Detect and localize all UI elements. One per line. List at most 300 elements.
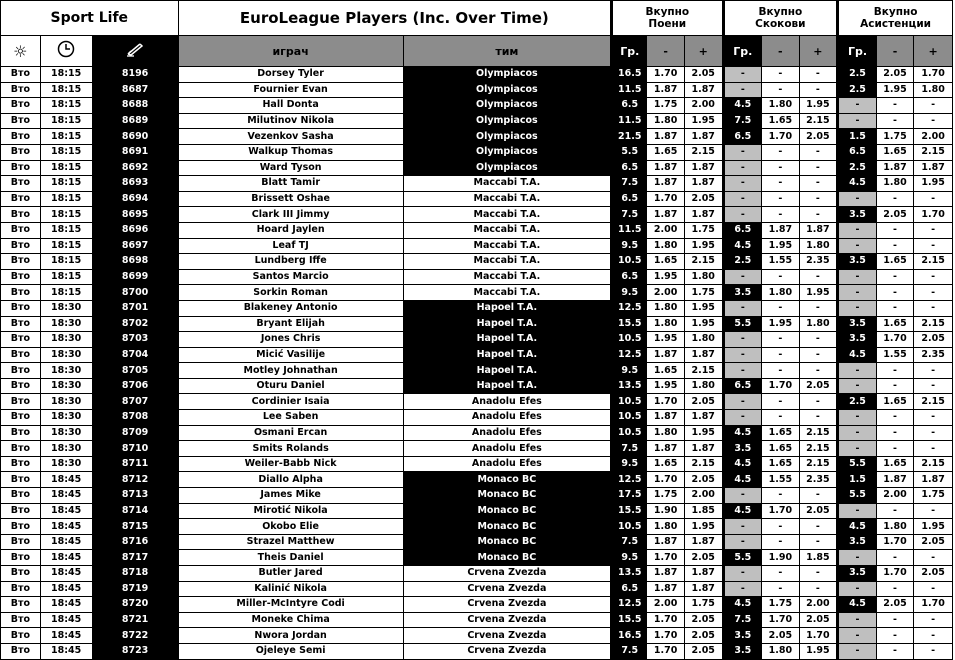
points-line-cell: 9.5: [612, 285, 647, 301]
points-under-cell: 1.87: [647, 347, 685, 363]
col-assists-line: Гр.: [838, 36, 877, 67]
rebounds-line-cell: 3.5: [723, 643, 762, 659]
rebounds-line-cell: -: [723, 269, 762, 285]
rebounds-under-cell: -: [762, 144, 800, 160]
rebounds-line-cell: -: [723, 160, 762, 176]
rebounds-under-cell: -: [762, 160, 800, 176]
points-over-cell: 2.05: [684, 628, 723, 644]
points-under-cell: 1.75: [647, 488, 685, 504]
time-cell: 18:45: [40, 488, 92, 504]
rebounds-under-cell: 1.55: [762, 254, 800, 270]
rebounds-under-cell: 1.70: [762, 503, 800, 519]
rebounds-under-cell: -: [762, 300, 800, 316]
points-over-cell: 1.75: [684, 222, 723, 238]
col-team-header: тим: [403, 36, 611, 67]
team-cell: Crvena Zvezda: [403, 612, 611, 628]
assists-over-cell: -: [914, 581, 953, 597]
points-line-cell: 12.5: [612, 347, 647, 363]
code-cell: 8688: [92, 98, 178, 114]
rebounds-over-cell: -: [799, 300, 838, 316]
points-under-cell: 1.70: [647, 67, 685, 83]
assists-over-cell: 1.87: [914, 160, 953, 176]
player-cell: Mirotić Nikola: [178, 503, 403, 519]
assists-over-cell: -: [914, 363, 953, 379]
time-cell: 18:30: [40, 394, 92, 410]
rebounds-over-cell: -: [799, 67, 838, 83]
table-row: [1, 207, 953, 223]
team-cell: Crvena Zvezda: [403, 597, 611, 613]
rebounds-line-cell: 4.5: [723, 238, 762, 254]
day-cell: Вто: [1, 597, 41, 613]
team-cell: Maccabi T.A.: [403, 191, 611, 207]
table-row: [1, 238, 953, 254]
assists-over-cell: 1.87: [914, 472, 953, 488]
day-cell: Вто: [1, 441, 41, 457]
points-over-cell: 1.95: [684, 238, 723, 254]
rebounds-under-cell: -: [762, 176, 800, 192]
day-cell: Вто: [1, 332, 41, 348]
rebounds-line-cell: -: [723, 332, 762, 348]
code-cell: 8692: [92, 160, 178, 176]
assists-over-cell: -: [914, 550, 953, 566]
team-cell: Maccabi T.A.: [403, 285, 611, 301]
time-cell: 18:30: [40, 456, 92, 472]
day-cell: Вто: [1, 534, 41, 550]
rebounds-line-cell: 2.5: [723, 254, 762, 270]
assists-line-cell: -: [838, 550, 877, 566]
table-row: [1, 534, 953, 550]
points-under-cell: 1.70: [647, 643, 685, 659]
time-cell: 18:45: [40, 612, 92, 628]
table-row: [1, 332, 953, 348]
rebounds-under-cell: -: [762, 488, 800, 504]
day-cell: Вто: [1, 488, 41, 504]
points-over-cell: 1.87: [684, 441, 723, 457]
team-cell: Maccabi T.A.: [403, 176, 611, 192]
rebounds-under-cell: 1.75: [762, 597, 800, 613]
points-over-cell: 1.87: [684, 160, 723, 176]
points-line-cell: 6.5: [612, 98, 647, 114]
player-cell: Ojeleye Semi: [178, 643, 403, 659]
assists-under-cell: -: [876, 441, 914, 457]
assists-over-cell: -: [914, 222, 953, 238]
time-cell: 18:15: [40, 129, 92, 145]
assists-over-cell: -: [914, 285, 953, 301]
assists-over-cell: 2.05: [914, 332, 953, 348]
col-points-line: Гр.: [612, 36, 647, 67]
code-cell: 8697: [92, 238, 178, 254]
assists-line-cell: -: [838, 612, 877, 628]
rebounds-over-cell: 1.85: [799, 550, 838, 566]
code-cell: 8708: [92, 410, 178, 426]
points-under-cell: 2.00: [647, 597, 685, 613]
assists-line-cell: 5.5: [838, 456, 877, 472]
col-rebounds-line: Гр.: [723, 36, 762, 67]
code-cell: 8722: [92, 628, 178, 644]
assists-line-cell: -: [838, 643, 877, 659]
rebounds-under-cell: 1.80: [762, 643, 800, 659]
points-over-cell: 1.95: [684, 316, 723, 332]
day-cell: Вто: [1, 285, 41, 301]
rebounds-line-cell: 7.5: [723, 113, 762, 129]
assists-over-cell: -: [914, 98, 953, 114]
gear-icon: ☼: [1, 36, 41, 67]
player-cell: Milutinov Nikola: [178, 113, 403, 129]
points-under-cell: 1.65: [647, 363, 685, 379]
team-cell: Maccabi T.A.: [403, 238, 611, 254]
rebounds-line-cell: 4.5: [723, 456, 762, 472]
assists-over-cell: 1.95: [914, 176, 953, 192]
rebounds-line-cell: 3.5: [723, 628, 762, 644]
assists-over-cell: 2.00: [914, 129, 953, 145]
assists-under-cell: 1.70: [876, 566, 914, 582]
points-line-cell: 7.5: [612, 441, 647, 457]
rebounds-under-cell: 2.05: [762, 628, 800, 644]
rebounds-under-cell: -: [762, 410, 800, 426]
player-cell: James Mike: [178, 488, 403, 504]
day-cell: Вто: [1, 456, 41, 472]
assists-under-cell: -: [876, 300, 914, 316]
rebounds-over-cell: -: [799, 566, 838, 582]
rebounds-line-cell: 4.5: [723, 503, 762, 519]
player-cell: Okobo Elie: [178, 519, 403, 535]
rebounds-under-cell: 1.70: [762, 129, 800, 145]
assists-under-cell: -: [876, 503, 914, 519]
points-line-cell: 13.5: [612, 378, 647, 394]
team-cell: Hapoel T.A.: [403, 363, 611, 379]
code-cell: 8717: [92, 550, 178, 566]
assists-under-cell: -: [876, 425, 914, 441]
points-under-cell: 1.80: [647, 316, 685, 332]
assists-under-cell: 2.05: [876, 597, 914, 613]
rebounds-over-cell: 2.05: [799, 612, 838, 628]
table-row: [1, 254, 953, 270]
player-cell: Moneke Chima: [178, 612, 403, 628]
assists-over-cell: 1.80: [914, 82, 953, 98]
day-cell: Вто: [1, 129, 41, 145]
col-points-over: +: [684, 36, 723, 67]
rebounds-line-cell: 6.5: [723, 222, 762, 238]
day-cell: Вто: [1, 394, 41, 410]
team-cell: Monaco BC: [403, 534, 611, 550]
rebounds-under-cell: 1.65: [762, 441, 800, 457]
assists-over-cell: -: [914, 612, 953, 628]
player-cell: Oturu Daniel: [178, 378, 403, 394]
points-under-cell: 1.87: [647, 441, 685, 457]
table-row: [1, 503, 953, 519]
time-cell: 18:15: [40, 254, 92, 270]
table-row: [1, 176, 953, 192]
day-cell: Вто: [1, 207, 41, 223]
points-line-cell: 6.5: [612, 269, 647, 285]
points-over-cell: 2.05: [684, 191, 723, 207]
time-cell: 18:45: [40, 643, 92, 659]
assists-line-cell: 3.5: [838, 316, 877, 332]
rebounds-over-cell: 2.05: [799, 129, 838, 145]
assists-over-cell: -: [914, 113, 953, 129]
code-cell: 8723: [92, 643, 178, 659]
points-over-cell: 1.95: [684, 113, 723, 129]
player-cell: Osmani Ercan: [178, 425, 403, 441]
day-cell: Вто: [1, 378, 41, 394]
code-cell: 8704: [92, 347, 178, 363]
assists-line-cell: -: [838, 269, 877, 285]
rebounds-over-cell: 1.95: [799, 98, 838, 114]
code-cell: 8687: [92, 82, 178, 98]
points-line-cell: 9.5: [612, 550, 647, 566]
code-cell: 8696: [92, 222, 178, 238]
assists-over-cell: -: [914, 269, 953, 285]
assists-over-cell: 1.70: [914, 67, 953, 83]
rebounds-under-cell: 1.80: [762, 285, 800, 301]
points-over-cell: 2.05: [684, 550, 723, 566]
table-row: [1, 191, 953, 207]
rebounds-line-cell: 5.5: [723, 550, 762, 566]
rebounds-over-cell: -: [799, 207, 838, 223]
col-assists-over: +: [914, 36, 953, 67]
day-cell: Вто: [1, 82, 41, 98]
assists-under-cell: -: [876, 628, 914, 644]
assists-line-cell: -: [838, 378, 877, 394]
assists-line-cell: 4.5: [838, 597, 877, 613]
points-line-cell: 16.5: [612, 67, 647, 83]
points-over-cell: 1.85: [684, 503, 723, 519]
team-cell: Maccabi T.A.: [403, 269, 611, 285]
rebounds-under-cell: -: [762, 269, 800, 285]
points-over-cell: 1.87: [684, 410, 723, 426]
points-under-cell: 1.65: [647, 456, 685, 472]
points-over-cell: 2.05: [684, 472, 723, 488]
day-cell: Вто: [1, 160, 41, 176]
code-cell: 8714: [92, 503, 178, 519]
points-line-cell: 9.5: [612, 363, 647, 379]
time-cell: 18:30: [40, 410, 92, 426]
points-over-cell: 1.87: [684, 82, 723, 98]
assists-line-cell: 2.5: [838, 160, 877, 176]
day-cell: Вто: [1, 550, 41, 566]
assists-line-cell: 3.5: [838, 332, 877, 348]
rebounds-line-cell: -: [723, 363, 762, 379]
code-cell: 8196: [92, 67, 178, 83]
table-row: [1, 378, 953, 394]
rebounds-line-cell: 5.5: [723, 316, 762, 332]
points-under-cell: 1.87: [647, 160, 685, 176]
table-row: [1, 628, 953, 644]
table-row: [1, 222, 953, 238]
assists-line-cell: 1.5: [838, 129, 877, 145]
time-cell: 18:15: [40, 176, 92, 192]
points-over-cell: 2.05: [684, 67, 723, 83]
day-cell: Вто: [1, 347, 41, 363]
rebounds-over-cell: -: [799, 394, 838, 410]
table-row: [1, 456, 953, 472]
points-over-cell: 1.75: [684, 597, 723, 613]
team-cell: Olympiacos: [403, 160, 611, 176]
table-row: [1, 129, 953, 145]
day-cell: Вто: [1, 410, 41, 426]
assists-line-cell: -: [838, 98, 877, 114]
points-over-cell: 1.87: [684, 347, 723, 363]
group-points-header: Вкупно Поени: [612, 1, 723, 36]
rebounds-over-cell: 1.80: [799, 238, 838, 254]
rebounds-line-cell: -: [723, 82, 762, 98]
rebounds-over-cell: 2.15: [799, 441, 838, 457]
col-rebounds-over: +: [799, 36, 838, 67]
assists-under-cell: 1.87: [876, 472, 914, 488]
player-cell: Strazel Matthew: [178, 534, 403, 550]
table-row: [1, 425, 953, 441]
rebounds-line-cell: -: [723, 207, 762, 223]
time-cell: 18:30: [40, 332, 92, 348]
points-under-cell: 1.87: [647, 176, 685, 192]
points-line-cell: 6.5: [612, 160, 647, 176]
player-cell: Kalinić Nikola: [178, 581, 403, 597]
player-cell: Butler Jared: [178, 566, 403, 582]
time-cell: 18:45: [40, 566, 92, 582]
assists-over-cell: 1.70: [914, 597, 953, 613]
clock-icon: [40, 36, 92, 67]
day-cell: Вто: [1, 222, 41, 238]
table-row: [1, 347, 953, 363]
day-cell: Вто: [1, 238, 41, 254]
rebounds-over-cell: -: [799, 581, 838, 597]
code-cell: 8694: [92, 191, 178, 207]
points-over-cell: 2.05: [684, 643, 723, 659]
table-row: [1, 113, 953, 129]
table-row: [1, 472, 953, 488]
code-cell: 8709: [92, 425, 178, 441]
rebounds-over-cell: -: [799, 519, 838, 535]
player-cell: Weiler-Babb Nick: [178, 456, 403, 472]
rebounds-line-cell: 4.5: [723, 472, 762, 488]
points-line-cell: 17.5: [612, 488, 647, 504]
player-cell: Sorkin Roman: [178, 285, 403, 301]
points-over-cell: 1.80: [684, 269, 723, 285]
table-row: [1, 566, 953, 582]
day-cell: Вто: [1, 113, 41, 129]
code-cell: 8706: [92, 378, 178, 394]
assists-line-cell: -: [838, 581, 877, 597]
player-cell: Smits Rolands: [178, 441, 403, 457]
points-under-cell: 1.87: [647, 410, 685, 426]
table-row: [1, 410, 953, 426]
code-cell: 8716: [92, 534, 178, 550]
rebounds-over-cell: 1.87: [799, 222, 838, 238]
code-cell: 8698: [92, 254, 178, 270]
table-row: [1, 300, 953, 316]
assists-under-cell: -: [876, 612, 914, 628]
points-under-cell: 1.87: [647, 82, 685, 98]
points-over-cell: 1.95: [684, 425, 723, 441]
rebounds-under-cell: -: [762, 207, 800, 223]
assists-line-cell: 4.5: [838, 347, 877, 363]
team-cell: Monaco BC: [403, 472, 611, 488]
code-cell: 8720: [92, 597, 178, 613]
assists-under-cell: 1.65: [876, 316, 914, 332]
team-cell: Monaco BC: [403, 550, 611, 566]
points-line-cell: 7.5: [612, 176, 647, 192]
assists-line-cell: -: [838, 222, 877, 238]
code-cell: 8693: [92, 176, 178, 192]
assists-under-cell: -: [876, 285, 914, 301]
rebounds-under-cell: 1.95: [762, 316, 800, 332]
points-line-cell: 6.5: [612, 581, 647, 597]
table-row: [1, 269, 953, 285]
rebounds-over-cell: 2.35: [799, 472, 838, 488]
assists-over-cell: 2.15: [914, 316, 953, 332]
team-cell: Crvena Zvezda: [403, 628, 611, 644]
day-cell: Вто: [1, 643, 41, 659]
points-over-cell: 1.87: [684, 207, 723, 223]
assists-line-cell: -: [838, 363, 877, 379]
rebounds-over-cell: -: [799, 410, 838, 426]
code-cell: 8721: [92, 612, 178, 628]
rebounds-over-cell: 2.15: [799, 425, 838, 441]
table-row: [1, 643, 953, 659]
day-cell: Вто: [1, 191, 41, 207]
rebounds-line-cell: -: [723, 519, 762, 535]
assists-line-cell: -: [838, 300, 877, 316]
rebounds-under-cell: -: [762, 534, 800, 550]
points-under-cell: 1.65: [647, 254, 685, 270]
rebounds-under-cell: -: [762, 82, 800, 98]
points-over-cell: 2.15: [684, 144, 723, 160]
points-line-cell: 10.5: [612, 394, 647, 410]
points-under-cell: 1.80: [647, 425, 685, 441]
rebounds-over-cell: 1.95: [799, 643, 838, 659]
code-cell: 8715: [92, 519, 178, 535]
points-over-cell: 1.87: [684, 566, 723, 582]
rebounds-over-cell: -: [799, 191, 838, 207]
time-cell: 18:15: [40, 67, 92, 83]
points-line-cell: 7.5: [612, 534, 647, 550]
assists-under-cell: 1.87: [876, 160, 914, 176]
points-over-cell: 1.87: [684, 129, 723, 145]
table-row: [1, 612, 953, 628]
rebounds-under-cell: 1.87: [762, 222, 800, 238]
assists-under-cell: 1.65: [876, 144, 914, 160]
assists-over-cell: 2.15: [914, 254, 953, 270]
points-over-cell: 2.05: [684, 612, 723, 628]
day-cell: Вто: [1, 316, 41, 332]
rebounds-line-cell: 7.5: [723, 612, 762, 628]
points-under-cell: 1.70: [647, 550, 685, 566]
table-row: [1, 550, 953, 566]
assists-over-cell: 1.95: [914, 519, 953, 535]
team-cell: Hapoel T.A.: [403, 300, 611, 316]
assists-over-cell: 2.15: [914, 144, 953, 160]
rebounds-under-cell: 1.70: [762, 378, 800, 394]
points-line-cell: 13.5: [612, 566, 647, 582]
assists-over-cell: 2.05: [914, 566, 953, 582]
time-cell: 18:45: [40, 472, 92, 488]
assists-line-cell: 2.5: [838, 394, 877, 410]
rebounds-line-cell: 4.5: [723, 425, 762, 441]
player-cell: Motley Johnathan: [178, 363, 403, 379]
points-line-cell: 11.5: [612, 222, 647, 238]
time-cell: 18:45: [40, 628, 92, 644]
points-line-cell: 10.5: [612, 519, 647, 535]
rebounds-over-cell: 1.80: [799, 316, 838, 332]
points-under-cell: 1.70: [647, 394, 685, 410]
points-line-cell: 7.5: [612, 207, 647, 223]
points-over-cell: 1.75: [684, 285, 723, 301]
code-cell: 8712: [92, 472, 178, 488]
player-cell: Ward Tyson: [178, 160, 403, 176]
team-cell: Anadolu Efes: [403, 425, 611, 441]
page-title: EuroLeague Players (Inc. Over Time): [178, 1, 611, 36]
rebounds-line-cell: 6.5: [723, 378, 762, 394]
